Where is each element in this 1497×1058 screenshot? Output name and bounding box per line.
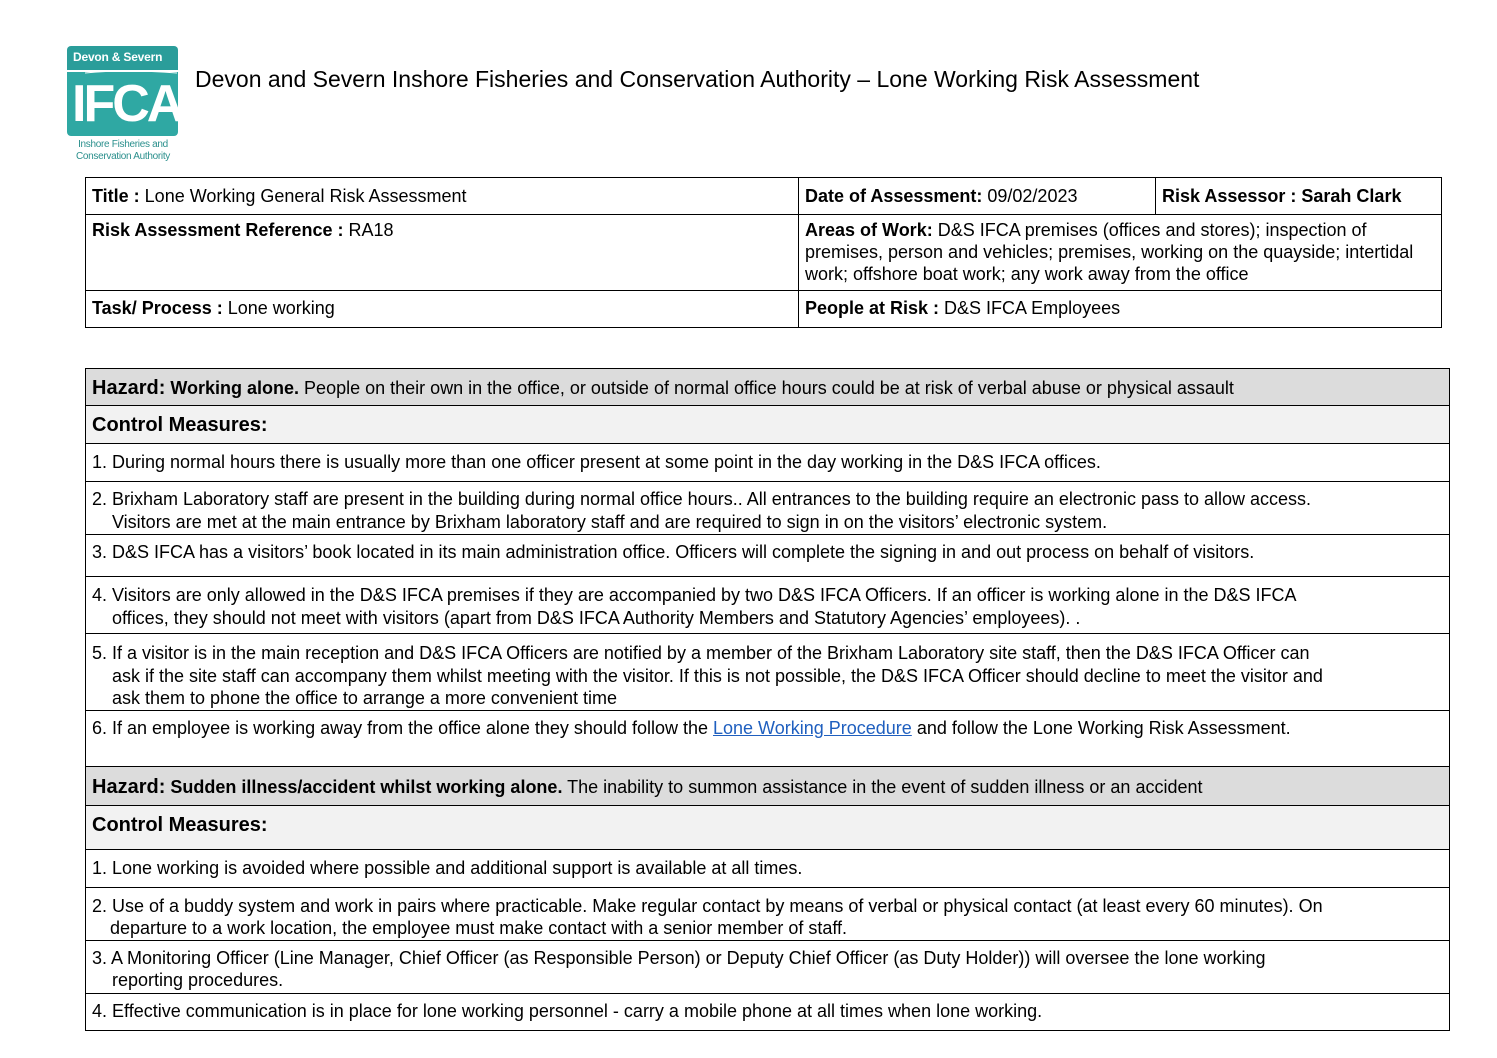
measure-text: 2. Brixham Laboratory staff are present in the building during normal office hours.. All entrances to the building require an electronic pass to allow access. — [92, 489, 1312, 509]
measure-row — [86, 993, 1450, 1030]
hazard-label: Hazard: — [92, 377, 166, 399]
title-value: Lone Working General Risk Assessment — [139, 186, 467, 206]
lone-working-procedure-link[interactable]: Lone Working Procedure — [713, 717, 912, 738]
logo-main-text: IFCA — [72, 75, 182, 133]
measure-row — [86, 482, 1450, 535]
hazard-title: Working alone. — [165, 378, 300, 398]
hazard-label: Hazard: — [92, 775, 166, 798]
control-measures-label: Control Measures: — [92, 813, 268, 836]
measure-text: 1. During normal hours there is usually more than one officer present at some point in the day working in the D&S IFCA offices. — [92, 452, 1101, 472]
people-value: D&S IFCA Employees — [939, 298, 1121, 318]
control-measures-heading — [86, 406, 1450, 444]
reference-cell — [86, 215, 799, 291]
measure-row — [86, 535, 1450, 577]
reference-label: Risk Assessment Reference : — [92, 220, 344, 240]
measure-text-cont: reporting procedures. — [112, 970, 284, 990]
areas-cell — [799, 215, 1442, 291]
measure-text: 1. Lone working is avoided where possible and additional support is available at all times. — [92, 857, 803, 878]
measure-text: 3. D&S IFCA has a visitors’ book located in its main administration office. Officers will complete the signing in and out process on behalf of visitors. — [92, 542, 1255, 562]
hazard-description: People on their own in the office, or outside of normal office hours could be at risk of verbal abuse or physical assault — [299, 378, 1234, 398]
assessor-cell — [1156, 178, 1442, 215]
reference-value: RA18 — [343, 220, 394, 240]
hazard-table — [85, 368, 1450, 1031]
date-label: Date of Assessment: — [805, 186, 983, 206]
task-label: Task/ Process : — [92, 298, 223, 318]
measure-text-cont: departure to a work location, the employee must make contact with a senior member of staff. — [110, 918, 848, 938]
measure-text-cont: ask them to phone the office to arrange a more convenient time — [112, 688, 617, 708]
people-label: People at Risk : — [805, 298, 940, 318]
measure-text-cont: ask if the site staff can accompany them whilst meeting with the visitor. If this is not possible, the D&S IFCA Officer should decline to meet the visitor and — [112, 665, 1323, 686]
task-cell — [86, 291, 799, 328]
date-cell — [799, 178, 1156, 215]
measure-text-cont: offices, they should not meet with visitors (apart from D&S IFCA Authority Members and Statutory Agencies’ employees). . — [112, 607, 1081, 628]
measure-text-cont: Visitors are met at the main entrance by Brixham laboratory staff and are required to sign in on the visitors’ electronic system. — [112, 511, 1108, 532]
measure-text: 4. Effective communication is in place for lone working personnel - carry a mobile phone at all times when lone working. — [92, 1000, 1043, 1021]
logo-subtitle — [67, 139, 179, 163]
measure-row — [86, 849, 1450, 887]
measure-row — [86, 940, 1450, 993]
assessment-info-table — [85, 177, 1442, 328]
logo-banner-text: Devon & Severn — [73, 50, 163, 64]
title-label: Title : — [92, 186, 140, 206]
measure-text: 5. If a visitor is in the main reception and D&S IFCA Officers are notified by a member of the Brixham Laboratory site staff, then the D&S IFCA Officer can — [92, 643, 1310, 663]
title-cell — [86, 178, 799, 215]
logo-sub-line2: Conservation Authority — [75, 151, 170, 162]
measure-text: 3. A Monitoring Officer (Line Manager, Chief Officer (as Responsible Person) or Deputy Chief Officer (as Duty Holder)) will oversee the lone working — [92, 947, 1266, 968]
measure-row — [86, 577, 1450, 634]
task-value: Lone working — [222, 298, 335, 318]
control-measures-label: Control Measures: — [92, 414, 268, 436]
logo-sub-line1: Inshore Fisheries and — [78, 139, 168, 150]
date-value: 09/02/2023 — [982, 186, 1078, 206]
hazard-title: Sudden illness/accident whilst working alone. — [165, 776, 563, 797]
measure-text: 6. If an employee is working away from the office alone they should follow the — [92, 717, 714, 738]
document-title: Devon and Severn Inshore Fisheries and Conservation Authority – Lone Working Risk Assessment — [195, 66, 1200, 92]
measure-text: 4. Visitors are only allowed in the D&S IFCA premises if they are accompanied by two D&S IFCA Officers. If an officer is working alone in the D&S IFCA — [92, 585, 1297, 605]
measure-text: 2. Use of a buddy system and work in pairs where practicable. Make regular contact by means of verbal or physical contact (at least every 60 minutes). On — [92, 895, 1323, 916]
measure-row — [86, 444, 1450, 482]
measure-text-post: and follow the Lone Working Risk Assessment. — [911, 717, 1291, 738]
control-measures-heading — [86, 805, 1450, 849]
hazard-row — [86, 369, 1450, 406]
measure-row — [86, 634, 1450, 711]
areas-value: D&S IFCA premises (offices and stores); inspection of premises, person and vehicles; premises, working on the quayside; intertidal work; offshore boat work; any work away from the office — [805, 220, 1414, 284]
people-cell — [799, 291, 1442, 328]
measure-row — [86, 710, 1450, 766]
measure-row — [86, 887, 1450, 940]
assessor-label: Risk Assessor : Sarah Clark — [1162, 186, 1402, 206]
areas-label: Areas of Work: — [805, 220, 933, 240]
ifca-logo — [67, 46, 182, 168]
hazard-description: The inability to summon assistance in the event of sudden illness or an accident — [562, 776, 1203, 797]
hazard-row — [86, 766, 1450, 805]
